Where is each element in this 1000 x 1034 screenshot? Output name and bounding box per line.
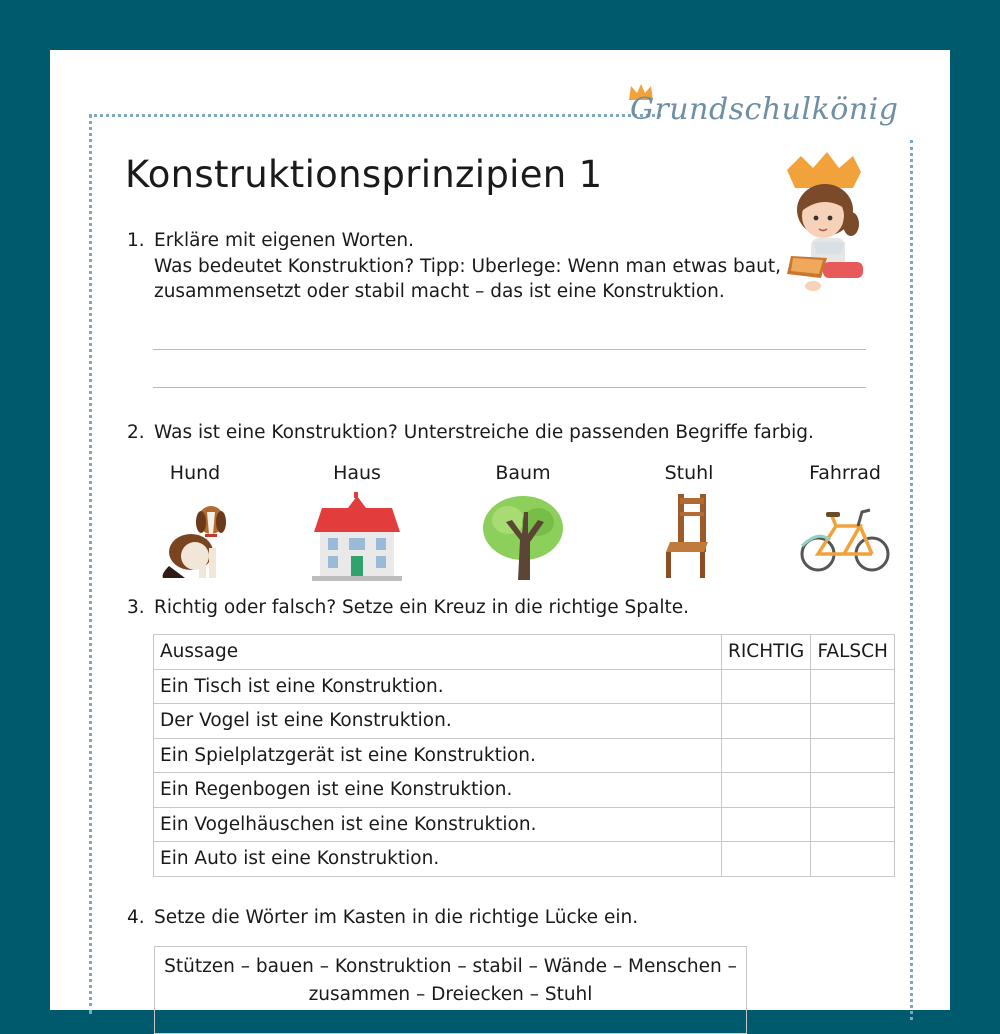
- table-row: [154, 842, 895, 877]
- dotted-frame-right: [910, 140, 913, 1020]
- answer-line[interactable]: [153, 349, 866, 350]
- richtig-checkbox-cell[interactable]: [722, 807, 811, 842]
- house-icon: [312, 490, 402, 582]
- picture-item-stuhl[interactable]: [648, 462, 730, 586]
- table-row: [154, 773, 895, 808]
- statement-cell: Ein Tisch ist eine Konstruktion.: [154, 669, 722, 704]
- question-text: Erkläre mit eigenen Worten.: [154, 230, 414, 251]
- table-row: [154, 704, 895, 739]
- question-text: zusammensetzt oder stabil macht – das ist eine Konstruktion.: [154, 281, 725, 302]
- page-title: Konstruktionsprinzipien 1: [125, 153, 603, 196]
- question-text: Was bedeutet Konstruktion? Tipp: Uberlege: Wenn man etwas baut,: [154, 255, 781, 277]
- statement-cell: Der Vogel ist eine Konstruktion.: [154, 704, 722, 739]
- table-header-row: [154, 635, 895, 670]
- header-richtig: RICHTIG: [722, 635, 811, 670]
- picture-label: Baum: [495, 462, 551, 484]
- richtig-checkbox-cell[interactable]: [722, 773, 811, 808]
- table-row: [154, 738, 895, 773]
- falsch-checkbox-cell[interactable]: [811, 773, 895, 808]
- header-falsch: FALSCH: [811, 635, 895, 670]
- word-box: [154, 946, 747, 1034]
- statement-cell: Ein Auto ist eine Konstruktion.: [154, 842, 722, 877]
- table-row: [154, 807, 895, 842]
- dotted-frame-left: [89, 114, 92, 1014]
- falsch-checkbox-cell[interactable]: [811, 807, 895, 842]
- falsch-checkbox-cell[interactable]: [811, 842, 895, 877]
- picture-item-baum[interactable]: [478, 462, 568, 586]
- statement-cell: Ein Regenbogen ist eine Konstruktion.: [154, 773, 722, 808]
- falsch-checkbox-cell[interactable]: [811, 704, 895, 739]
- word-box-line: zusammen – Dreiecken – Stuhl: [308, 984, 593, 1005]
- brand-logo: Grundschulkönig: [630, 92, 899, 127]
- question-number: 2.: [127, 422, 145, 443]
- question-text: Richtig oder falsch? Setze ein Kreuz in die richtige Spalte.: [154, 597, 689, 618]
- table-row: [154, 669, 895, 704]
- question-text: Setze die Wörter im Kasten in die richtige Lücke ein.: [154, 907, 639, 928]
- statement-cell: Ein Vogelhäuschen ist eine Konstruktion.: [154, 807, 722, 842]
- richtig-checkbox-cell[interactable]: [722, 738, 811, 773]
- picture-label: Haus: [333, 462, 381, 484]
- picture-label: Hund: [169, 462, 221, 484]
- header-aussage: Aussage: [154, 635, 722, 670]
- question-number: 3.: [127, 597, 145, 618]
- reading-girl-illustration: [783, 150, 878, 300]
- dog-icon: [155, 490, 235, 582]
- richtig-checkbox-cell[interactable]: [722, 704, 811, 739]
- tree-icon: [478, 490, 568, 582]
- falsch-checkbox-cell[interactable]: [811, 738, 895, 773]
- true-false-table: [153, 634, 895, 877]
- picture-item-fahrrad[interactable]: [800, 462, 890, 586]
- question-text: Was ist eine Konstruktion? Unterstreiche die passenden Begriffe farbig.: [154, 422, 814, 443]
- question-number: 4.: [127, 907, 145, 928]
- picture-label: Fahrrad: [809, 462, 881, 484]
- falsch-checkbox-cell[interactable]: [811, 669, 895, 704]
- picture-item-hund[interactable]: [155, 462, 235, 586]
- picture-item-haus[interactable]: [312, 462, 402, 586]
- picture-label: Stuhl: [664, 462, 714, 484]
- richtig-checkbox-cell[interactable]: [722, 842, 811, 877]
- statement-cell: Ein Spielplatzgerät ist eine Konstruktion.: [154, 738, 722, 773]
- question-number: 1.: [127, 230, 145, 251]
- richtig-checkbox-cell[interactable]: [722, 669, 811, 704]
- answer-line[interactable]: [153, 387, 866, 388]
- dotted-frame-top: [89, 114, 661, 117]
- word-box-line: Stützen – bauen – Konstruktion – stabil – Wände – Menschen –: [164, 956, 737, 977]
- worksheet: [50, 50, 950, 1010]
- chair-icon: [648, 490, 730, 582]
- bicycle-icon: [800, 490, 890, 582]
